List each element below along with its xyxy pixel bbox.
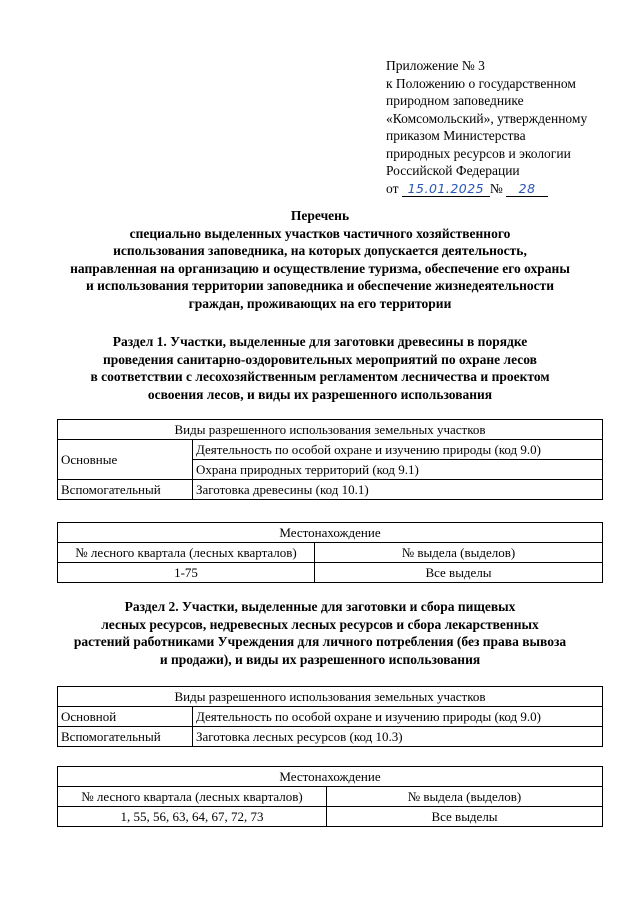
section1-location-table <box>57 522 603 583</box>
table-header: Виды разрешенного использования земельных участков <box>58 687 603 707</box>
section1-uses-table <box>57 419 603 500</box>
appendix-line: природном заповеднике <box>386 93 524 108</box>
date-number-line <box>386 180 626 198</box>
appendix-line: «Комсомольский», утвержденному <box>386 110 588 126</box>
section-heading-line: Раздел 2. Участки, выделенные для заготовки и сбора пищевых <box>124 599 516 614</box>
appendix-line: приказом Министерства <box>386 128 526 143</box>
column-header: № выдела (выделов) <box>315 543 603 563</box>
main-use-item: Деятельность по особой охране и изучению природы (код 9.0) <box>193 440 603 460</box>
main-use-label: Основные <box>58 440 193 480</box>
table-header: Местонахождение <box>58 523 603 543</box>
appendix-block <box>386 57 626 197</box>
aux-use-item: Заготовка лесных ресурсов (код 10.3) <box>193 727 603 747</box>
number-label: № <box>489 180 503 196</box>
section2-location-table <box>57 766 603 827</box>
section-heading-line: Раздел 1. Участки, выделенные для заготовки древесины в порядке <box>112 334 528 349</box>
main-use-item: Охрана природных территорий (код 9.1) <box>193 460 603 480</box>
section-heading-line: в соответствии с лесохозяйственным регламентом лесничества и проектом <box>90 369 550 384</box>
quarter-value: 1, 55, 56, 63, 64, 67, 72, 73 <box>58 807 327 827</box>
quarter-value: 1-75 <box>58 563 315 583</box>
main-use-item: Деятельность по особой охране и изучению природы (код 9.0) <box>193 707 603 727</box>
section-heading-line: проведения санитарно-оздоровительных мероприятий по охране лесов <box>103 351 537 367</box>
aux-use-label: Вспомогательный <box>58 480 193 500</box>
section2-heading <box>40 598 600 668</box>
section1-heading <box>40 333 600 403</box>
main-title <box>40 207 600 312</box>
aux-use-item: Заготовка древесины (код 10.1) <box>193 480 603 500</box>
section-heading-line: лесных ресурсов, недревесных лесных ресурсов и сбора лекарственных <box>101 616 539 632</box>
section2-uses-table <box>57 686 603 747</box>
title-line: и использования территории заповедника и обеспечение жизнедеятельности <box>85 278 555 293</box>
section-heading-line: растений работниками Учреждения для личного потребления (без права вывоза <box>73 634 567 649</box>
date-field <box>402 182 490 197</box>
table-header: Виды разрешенного использования земельных участков <box>58 420 603 440</box>
handwritten-number: 28 <box>518 180 536 196</box>
column-header: № лесного квартала (лесных кварталов) <box>58 787 327 807</box>
appendix-line: природных ресурсов и экологии <box>386 145 571 161</box>
title-line: использования заповедника, на которых допускается деятельность, <box>113 243 527 258</box>
section-heading-line: и продажи), и виды их разрешенного использования <box>159 651 481 667</box>
table-header: Местонахождение <box>58 767 603 787</box>
column-header: № лесного квартала (лесных кварталов) <box>58 543 315 563</box>
appendix-line: к Положению о государственном <box>386 75 576 91</box>
from-label: от <box>386 180 399 196</box>
allotment-value: Все выделы <box>315 563 603 583</box>
title-line: граждан, проживающих на его территории <box>188 295 452 311</box>
number-field <box>506 182 548 197</box>
appendix-line: Российской Федерации <box>386 163 520 178</box>
section-heading-line: освоения лесов, и виды их разрешенного использования <box>147 386 493 402</box>
title-line: специально выделенных участков частичного хозяйственного <box>129 225 511 241</box>
main-use-label: Основной <box>58 707 193 727</box>
title-line: Перечень <box>290 208 350 223</box>
title-line: направленная на организацию и осуществление туризма, обеспечение его охраны <box>70 260 570 276</box>
allotment-value: Все выделы <box>327 807 603 827</box>
column-header: № выдела (выделов) <box>327 787 603 807</box>
aux-use-label: Вспомогательный <box>58 727 193 747</box>
appendix-line: Приложение № 3 <box>386 58 485 73</box>
handwritten-date: 15.01.2025 <box>407 180 485 196</box>
